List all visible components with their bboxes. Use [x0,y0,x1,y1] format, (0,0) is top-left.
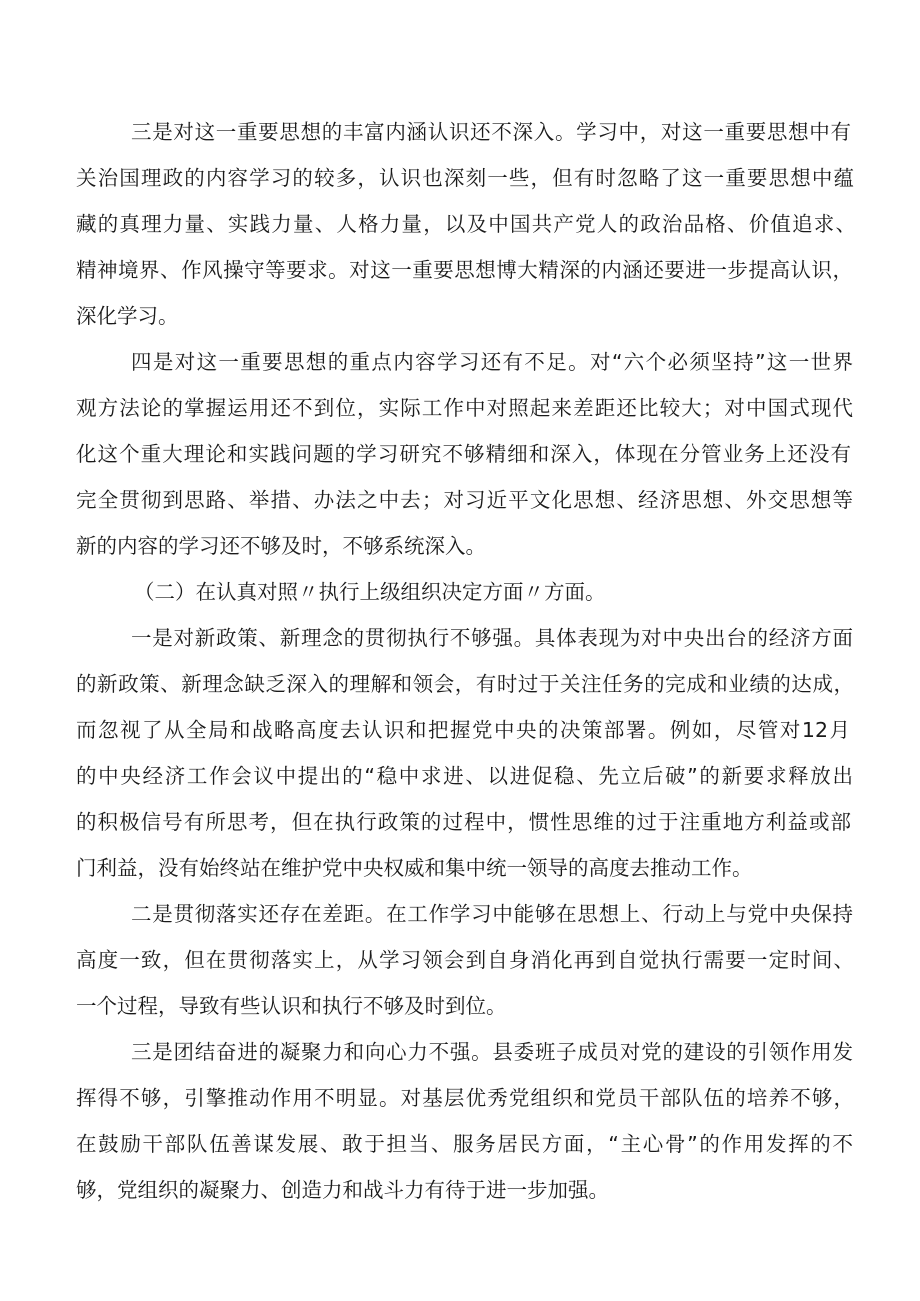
p5-line-4: 够，党组织的凝聚力、创造力和战斗力有待于进一步加强。 [76,1178,609,1202]
section-heading: （二）在认真对照〃执行上级组织决定方面〃方面。 [134,580,606,604]
p4-line-1: 二是贯彻落实还存在差距。在工作学习中能够在思想上、行动上与党中央保持 [131,902,853,926]
p1-line-5: 深化学习。 [76,304,179,328]
p3-line-1: 一是对新政策、新理念的贯彻执行不够强。具体表现为对中央出台的经济方面 [131,626,853,650]
p2-line-3: 化这个重大理论和实践问题的学习研究不够精细和深入，体现在分管业务上还没有 [76,442,851,466]
p3-line-4: 的中央经济工作会议中提出的“稳中求进、以进促稳、先立后破”的新要求释放出 [76,764,853,788]
p2-line-5: 新的内容的学习还不够及时，不够系统深入。 [76,534,486,558]
p3-line-2: 的新政策、新理念缺乏深入的理解和领会，有时过于关注任务的完成和业绩的达成， [76,672,854,696]
p4-line-3: 一个过程，导致有些认识和执行不够及时到位。 [76,994,507,1018]
p1-line-2: 关治国理政的内容学习的较多，认识也深刻一些，但有时忽略了这一重要思想中蕴 [76,166,854,190]
p3-line-3: 而忽视了从全局和战略高度去认识和把握党中央的决策部署。例如，尽管对12月 [76,718,850,742]
p1-line-4: 精神境界、作风操守等要求。对这一重要思想博大精深的内涵还要进一步提高认识， [76,258,853,282]
p1-line-1: 三是对这一重要思想的丰富内涵认识还不深入。学习中，对这一重要思想中有 [131,120,851,144]
p1-line-3: 藏的真理力量、实践力量、人格力量，以及中国共产党人的政治品格、价值追求、 [76,212,856,236]
p5-line-1: 三是团结奋进的凝聚力和向心力不强。县委班子成员对党的建设的引领作用发 [131,1040,853,1064]
p5-line-3: 在鼓励干部队伍善谋发展、敢于担当、服务居民方面，“主心骨”的作用发挥的不 [76,1132,853,1156]
p3-line-5: 的积极信号有所思考，但在执行政策的过程中，惯性思维的过于注重地方利益或部 [76,810,851,834]
p2-line-4: 完全贯彻到思路、举措、办法之中去；对习近平文化思想、经济思想、外交思想等 [76,488,853,512]
p3-line-6: 门利益，没有始终站在维护党中央权威和集中统一领导的高度去推动工作。 [76,856,753,880]
p5-line-2: 挥得不够，引擎推动作用不明显。对基层优秀党组织和党员干部队伍的培养不够， [76,1086,854,1110]
p4-line-2: 高度一致，但在贯彻落实上，从学习领会到自身消化再到自觉执行需要一定时间、 [76,948,854,972]
p2-line-2: 观方法论的掌握运用还不到位，实际工作中对照起来差距还比较大；对中国式现代 [76,396,853,420]
p2-line-1: 四是对这一重要思想的重点内容学习还有不足。对“六个必须坚持”这一世界 [131,350,853,374]
